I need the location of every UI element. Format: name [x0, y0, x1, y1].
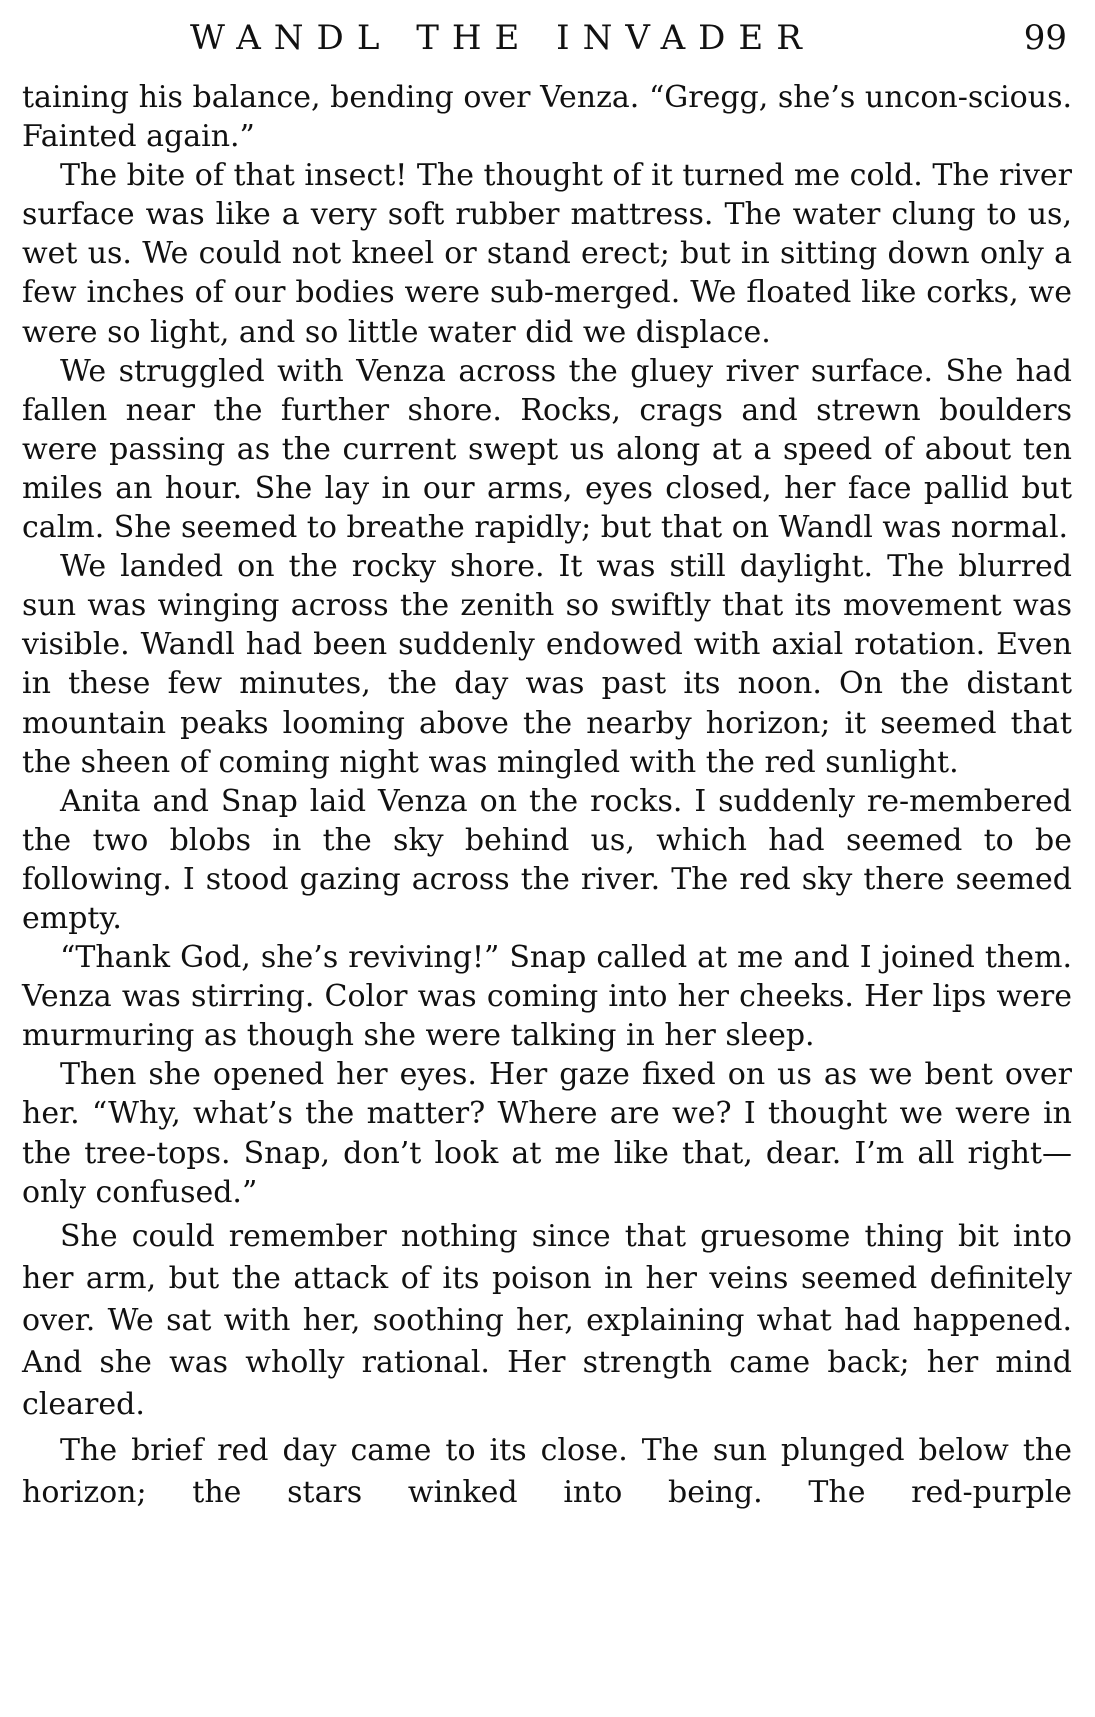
- paragraph: “Thank God, she’s reviving!” Snap called at me and I joined them. Venza was stirring. Color was coming into her cheeks. Her lips were murmuring as though she were talking in her sleep.: [22, 940, 1072, 1054]
- body-text: [22, 78, 1072, 1514]
- paragraph: taining his balance, bending over Venza. “Gregg, she’s uncon-scious. Fainted again.”: [22, 80, 1072, 155]
- paragraph: We struggled with Venza across the gluey river surface. She had fallen near the further shore. Rocks, crags and strewn boulders were passing as the current swept us along at a speed of about ten miles an hour. She lay in our arms, eyes closed, her face pallid but calm. She seemed to breathe rapidly; but that on Wandl was normal.: [22, 353, 1072, 546]
- paragraph: Anita and Snap laid Venza on the rocks. I suddenly re-membered the two blobs in the sky behind us, which had seemed to be following. I stood gazing across the river. The red sky there seemed empty.: [22, 783, 1072, 936]
- paragraph: She could remember nothing since that gruesome thing bit into her arm, but the attack of its poison in her veins seemed definitely over. We sat with her, soothing her, explaining what had happened. And she was wholly rational. Her strength came back; her mind cleared.: [22, 1218, 1072, 1422]
- page-number: 99: [1023, 18, 1067, 58]
- paragraph: The bite of that insect! The thought of it turned me cold. The river surface was like a very soft rubber mattress. The water clung to us, wet us. We could not kneel or stand erect; but in sitting down only a few inches of our bodies were sub-merged. We floated like corks, we were so light, and so little water did we displace.: [22, 158, 1072, 350]
- paragraph: Then she opened her eyes. Her gaze fixed on us as we bent over her. “Why, what’s the matter? Where are we? I thought we were in the tree-tops. Snap, don’t look at me like that, dear. I’m all right—only confused.”: [22, 1057, 1072, 1210]
- running-title: WANDL THE INVADER: [190, 18, 815, 58]
- paragraph: The brief red day came to its close. The sun plunged below the horizon; the stars winked into being. The red-purple: [22, 1432, 1072, 1510]
- paragraph: We landed on the rocky shore. It was still daylight. The blurred sun was winging across the zenith so swiftly that its movement was visible. Wandl had been suddenly endowed with axial rotation. Even in these few minutes, the day was past its noon. On the distant mountain peaks looming above the nearby horizon; it seemed that the sheen of coming night was mingled with the red sunlight.: [22, 549, 1072, 780]
